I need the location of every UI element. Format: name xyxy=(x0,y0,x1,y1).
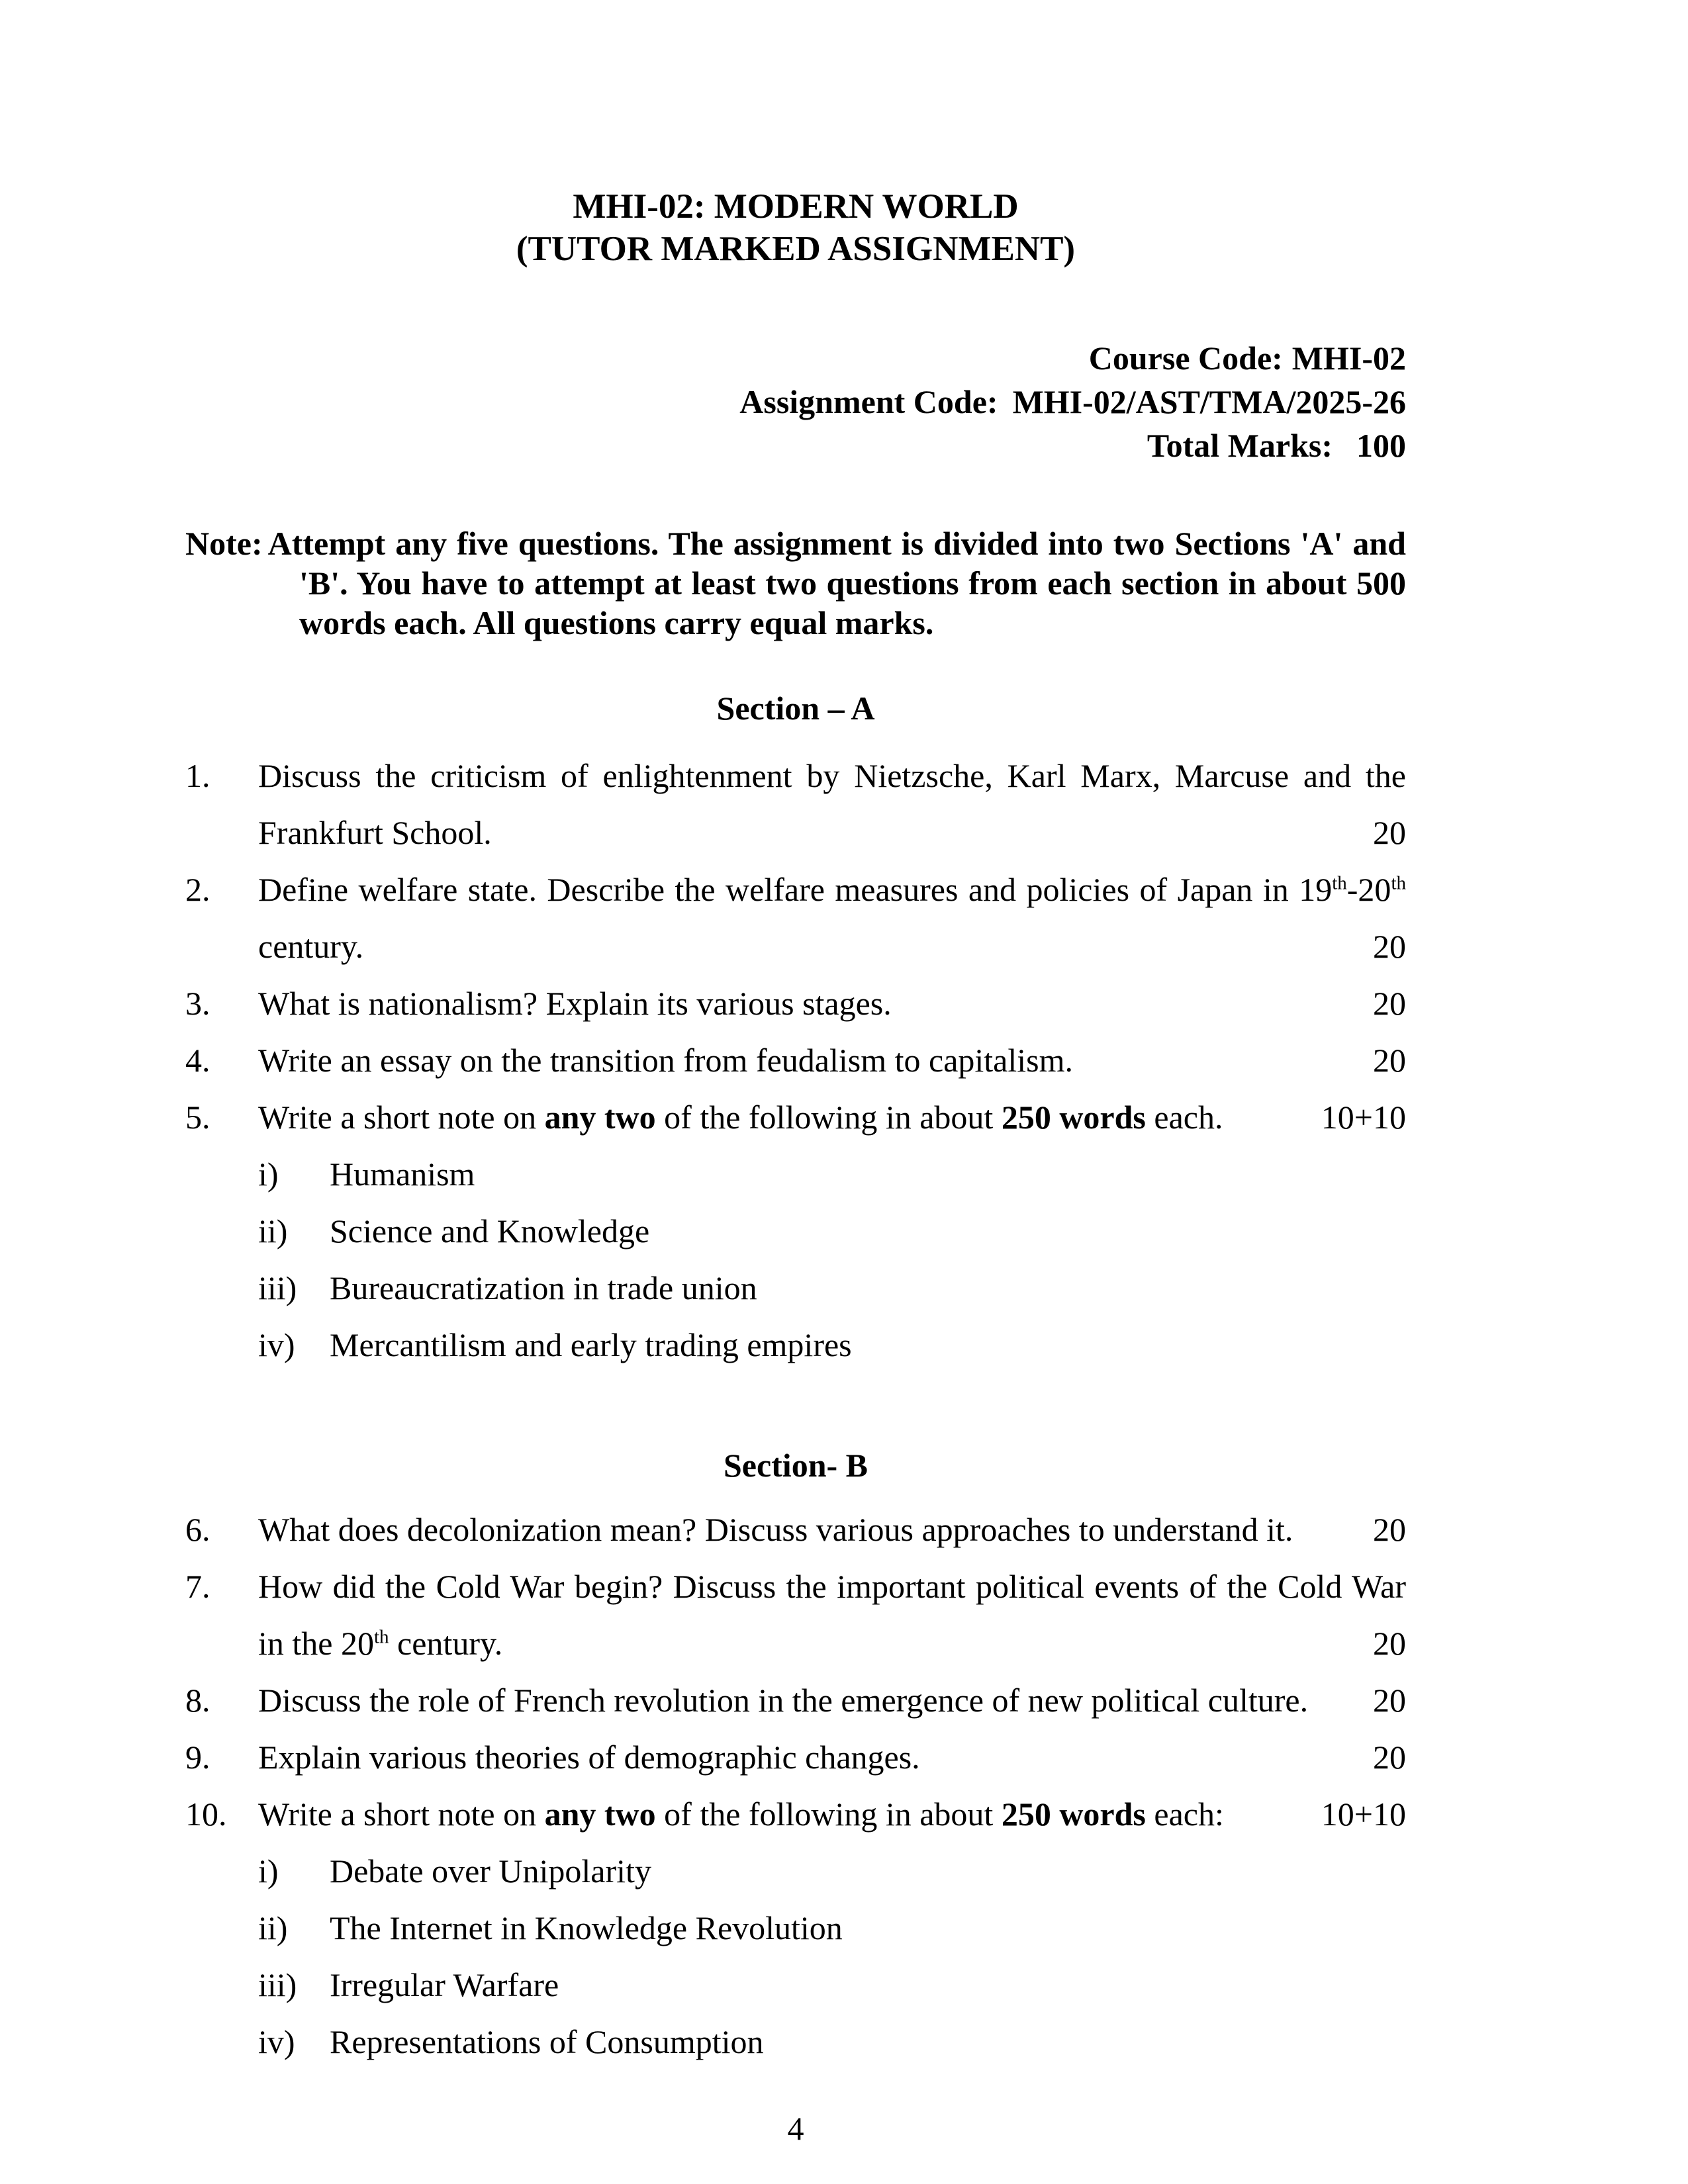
sub-item xyxy=(258,2013,1406,2070)
sub-item-text: Mercantilism and early trading empires xyxy=(330,1326,852,1363)
question-number: 4. xyxy=(185,1042,211,1079)
question-text xyxy=(258,747,1406,861)
sub-item xyxy=(258,1843,1406,1899)
question-8 xyxy=(185,1672,1406,1729)
instructions-note xyxy=(185,523,1406,643)
sub-item-number: iv) xyxy=(258,2023,295,2060)
sub-item-text: The Internet in Knowledge Revolution xyxy=(330,1909,843,1946)
question-marks: 10+10 xyxy=(1321,1099,1406,1136)
question-body xyxy=(258,1089,1406,1373)
question-text-part: century. xyxy=(258,928,364,965)
question-text xyxy=(258,975,1406,1032)
question-text-part: Write a short note on xyxy=(258,1796,545,1833)
assignment-code-line xyxy=(185,380,1406,424)
sub-item-text: Irregular Warfare xyxy=(330,1966,559,2003)
question-text xyxy=(258,1089,1406,1146)
sub-item xyxy=(258,1259,1406,1316)
question-1 xyxy=(185,747,1406,861)
question-text-part: -20 xyxy=(1346,871,1391,908)
course-code-value: MHI-02 xyxy=(1291,340,1406,377)
sub-item-number: ii) xyxy=(258,1909,288,1946)
sub-item-text: Science and Knowledge xyxy=(330,1212,650,1250)
question-body xyxy=(258,1501,1406,1558)
question-body xyxy=(258,1032,1406,1089)
total-marks-line xyxy=(185,424,1406,467)
section-b-heading: Section- B xyxy=(723,1447,868,1484)
question-marks: 20 xyxy=(1373,1682,1406,1719)
question-text-bold: any two xyxy=(544,1099,656,1136)
question-number: 3. xyxy=(185,985,211,1022)
question-marks: 20 xyxy=(1373,985,1406,1022)
question-number: 1. xyxy=(185,757,211,794)
question-text-part: of the following in about xyxy=(655,1099,1002,1136)
sub-item xyxy=(258,1899,1406,1956)
question-5 xyxy=(185,1089,1406,1373)
sub-item-number: i) xyxy=(258,1852,279,1889)
question-text-part: Explain various theories of demographic changes. xyxy=(258,1739,920,1776)
course-code-label: Course Code: xyxy=(1088,340,1283,377)
question-text xyxy=(258,1672,1406,1729)
question-text xyxy=(258,1729,1406,1786)
question-body xyxy=(258,1786,1406,2070)
question-number: 2. xyxy=(185,871,211,908)
note-label: Note: xyxy=(185,525,263,562)
total-marks-label: Total Marks: xyxy=(1147,427,1333,464)
page-footer xyxy=(185,2100,1406,2157)
question-2 xyxy=(185,861,1406,975)
question-text xyxy=(258,1501,1406,1558)
question-text xyxy=(258,1558,1406,1672)
question-body xyxy=(258,975,1406,1032)
superscript: th xyxy=(1391,872,1406,894)
question-marks: 10+10 xyxy=(1321,1796,1406,1833)
question-text-part: Write an essay on the transition from feudalism to capitalism. xyxy=(258,1042,1074,1079)
question-number: 7. xyxy=(185,1568,211,1605)
question-9 xyxy=(185,1729,1406,1786)
question-text-bold: 250 words xyxy=(1001,1099,1146,1136)
sub-item-number: iii) xyxy=(258,1966,297,2003)
question-10 xyxy=(185,1786,1406,2070)
question-number: 5. xyxy=(185,1099,211,1136)
note-text: Attempt any five questions. The assignment is divided into two Sections 'A' and 'B'. You have to attempt at least two questions from each section in about 500 words each. All questions carry equal marks. xyxy=(267,525,1406,641)
question-number: 10. xyxy=(185,1796,227,1833)
question-number: 8. xyxy=(185,1682,211,1719)
question-marks: 20 xyxy=(1373,1511,1406,1548)
question-text-part: What is nationalism? Explain its various stages. xyxy=(258,985,892,1022)
question-marks: 20 xyxy=(1373,928,1406,965)
question-marks: 20 xyxy=(1373,1042,1406,1079)
question-text-part: Discuss the criticism of enlightenment by Nietzsche, Karl Marx, Marcuse and the Frankfurt School. xyxy=(258,757,1406,851)
question-body xyxy=(258,1729,1406,1786)
question-text-part: each: xyxy=(1145,1796,1224,1833)
page-title xyxy=(185,185,1406,270)
question-7 xyxy=(185,1558,1406,1672)
assignment-code-value: MHI-02/AST/TMA/2025-26 xyxy=(1012,383,1406,420)
superscript: th xyxy=(1332,872,1347,894)
sub-item xyxy=(258,1203,1406,1259)
sub-item xyxy=(258,1956,1406,2013)
question-marks: 20 xyxy=(1373,1739,1406,1776)
title-line-1: MHI-02: MODERN WORLD xyxy=(573,187,1019,226)
question-body xyxy=(258,861,1406,975)
sub-item-text: Debate over Unipolarity xyxy=(330,1852,651,1889)
question-body xyxy=(258,747,1406,861)
question-text-part: Discuss the role of French revolution in the emergence of new political culture. xyxy=(258,1682,1309,1719)
superscript: th xyxy=(373,1626,389,1648)
question-text-part: Write a short note on xyxy=(258,1099,545,1136)
sub-item-text: Bureaucratization in trade union xyxy=(330,1269,757,1306)
question-body xyxy=(258,1672,1406,1729)
sub-item xyxy=(258,1146,1406,1203)
question-text xyxy=(258,1786,1406,1843)
question-marks: 20 xyxy=(1373,1625,1406,1662)
sub-item-number: ii) xyxy=(258,1212,288,1250)
title-line-2: (TUTOR MARKED ASSIGNMENT) xyxy=(516,230,1076,268)
sub-item-number: iii) xyxy=(258,1269,297,1306)
question-3 xyxy=(185,975,1406,1032)
section-a-heading: Section – A xyxy=(716,690,875,727)
sub-item-text: Representations of Consumption xyxy=(330,2023,764,2060)
question-text-part: century. xyxy=(389,1625,503,1662)
question-4 xyxy=(185,1032,1406,1089)
question-text xyxy=(258,1032,1406,1089)
course-code-line xyxy=(185,336,1406,380)
question-text-bold: 250 words xyxy=(1001,1796,1146,1833)
question-text xyxy=(258,861,1406,975)
sub-item xyxy=(258,1316,1406,1373)
question-text-part: of the following in about xyxy=(655,1796,1002,1833)
question-6 xyxy=(185,1501,1406,1558)
question-marks: 20 xyxy=(1373,814,1406,851)
sub-item-number: i) xyxy=(258,1156,279,1193)
total-marks-value: 100 xyxy=(1356,427,1406,464)
question-text-bold: any two xyxy=(544,1796,656,1833)
assignment-meta xyxy=(185,336,1406,467)
sub-item-text: Humanism xyxy=(330,1156,475,1193)
question-text-part: What does decolonization mean? Discuss various approaches to understand it. xyxy=(258,1511,1293,1548)
assignment-code-label: Assignment Code: xyxy=(739,383,998,420)
question-number: 6. xyxy=(185,1511,211,1548)
question-text-part: Define welfare state. Describe the welfare measures and policies of Japan in 19 xyxy=(258,871,1333,908)
question-body xyxy=(258,1558,1406,1672)
page-number: 4 xyxy=(787,2110,804,2147)
question-text-part: each. xyxy=(1145,1099,1223,1136)
sub-item-number: iv) xyxy=(258,1326,295,1363)
question-text-part: How did the Cold War begin? Discuss the important political events of the Cold War in the 20 xyxy=(258,1568,1406,1662)
question-number: 9. xyxy=(185,1739,211,1776)
